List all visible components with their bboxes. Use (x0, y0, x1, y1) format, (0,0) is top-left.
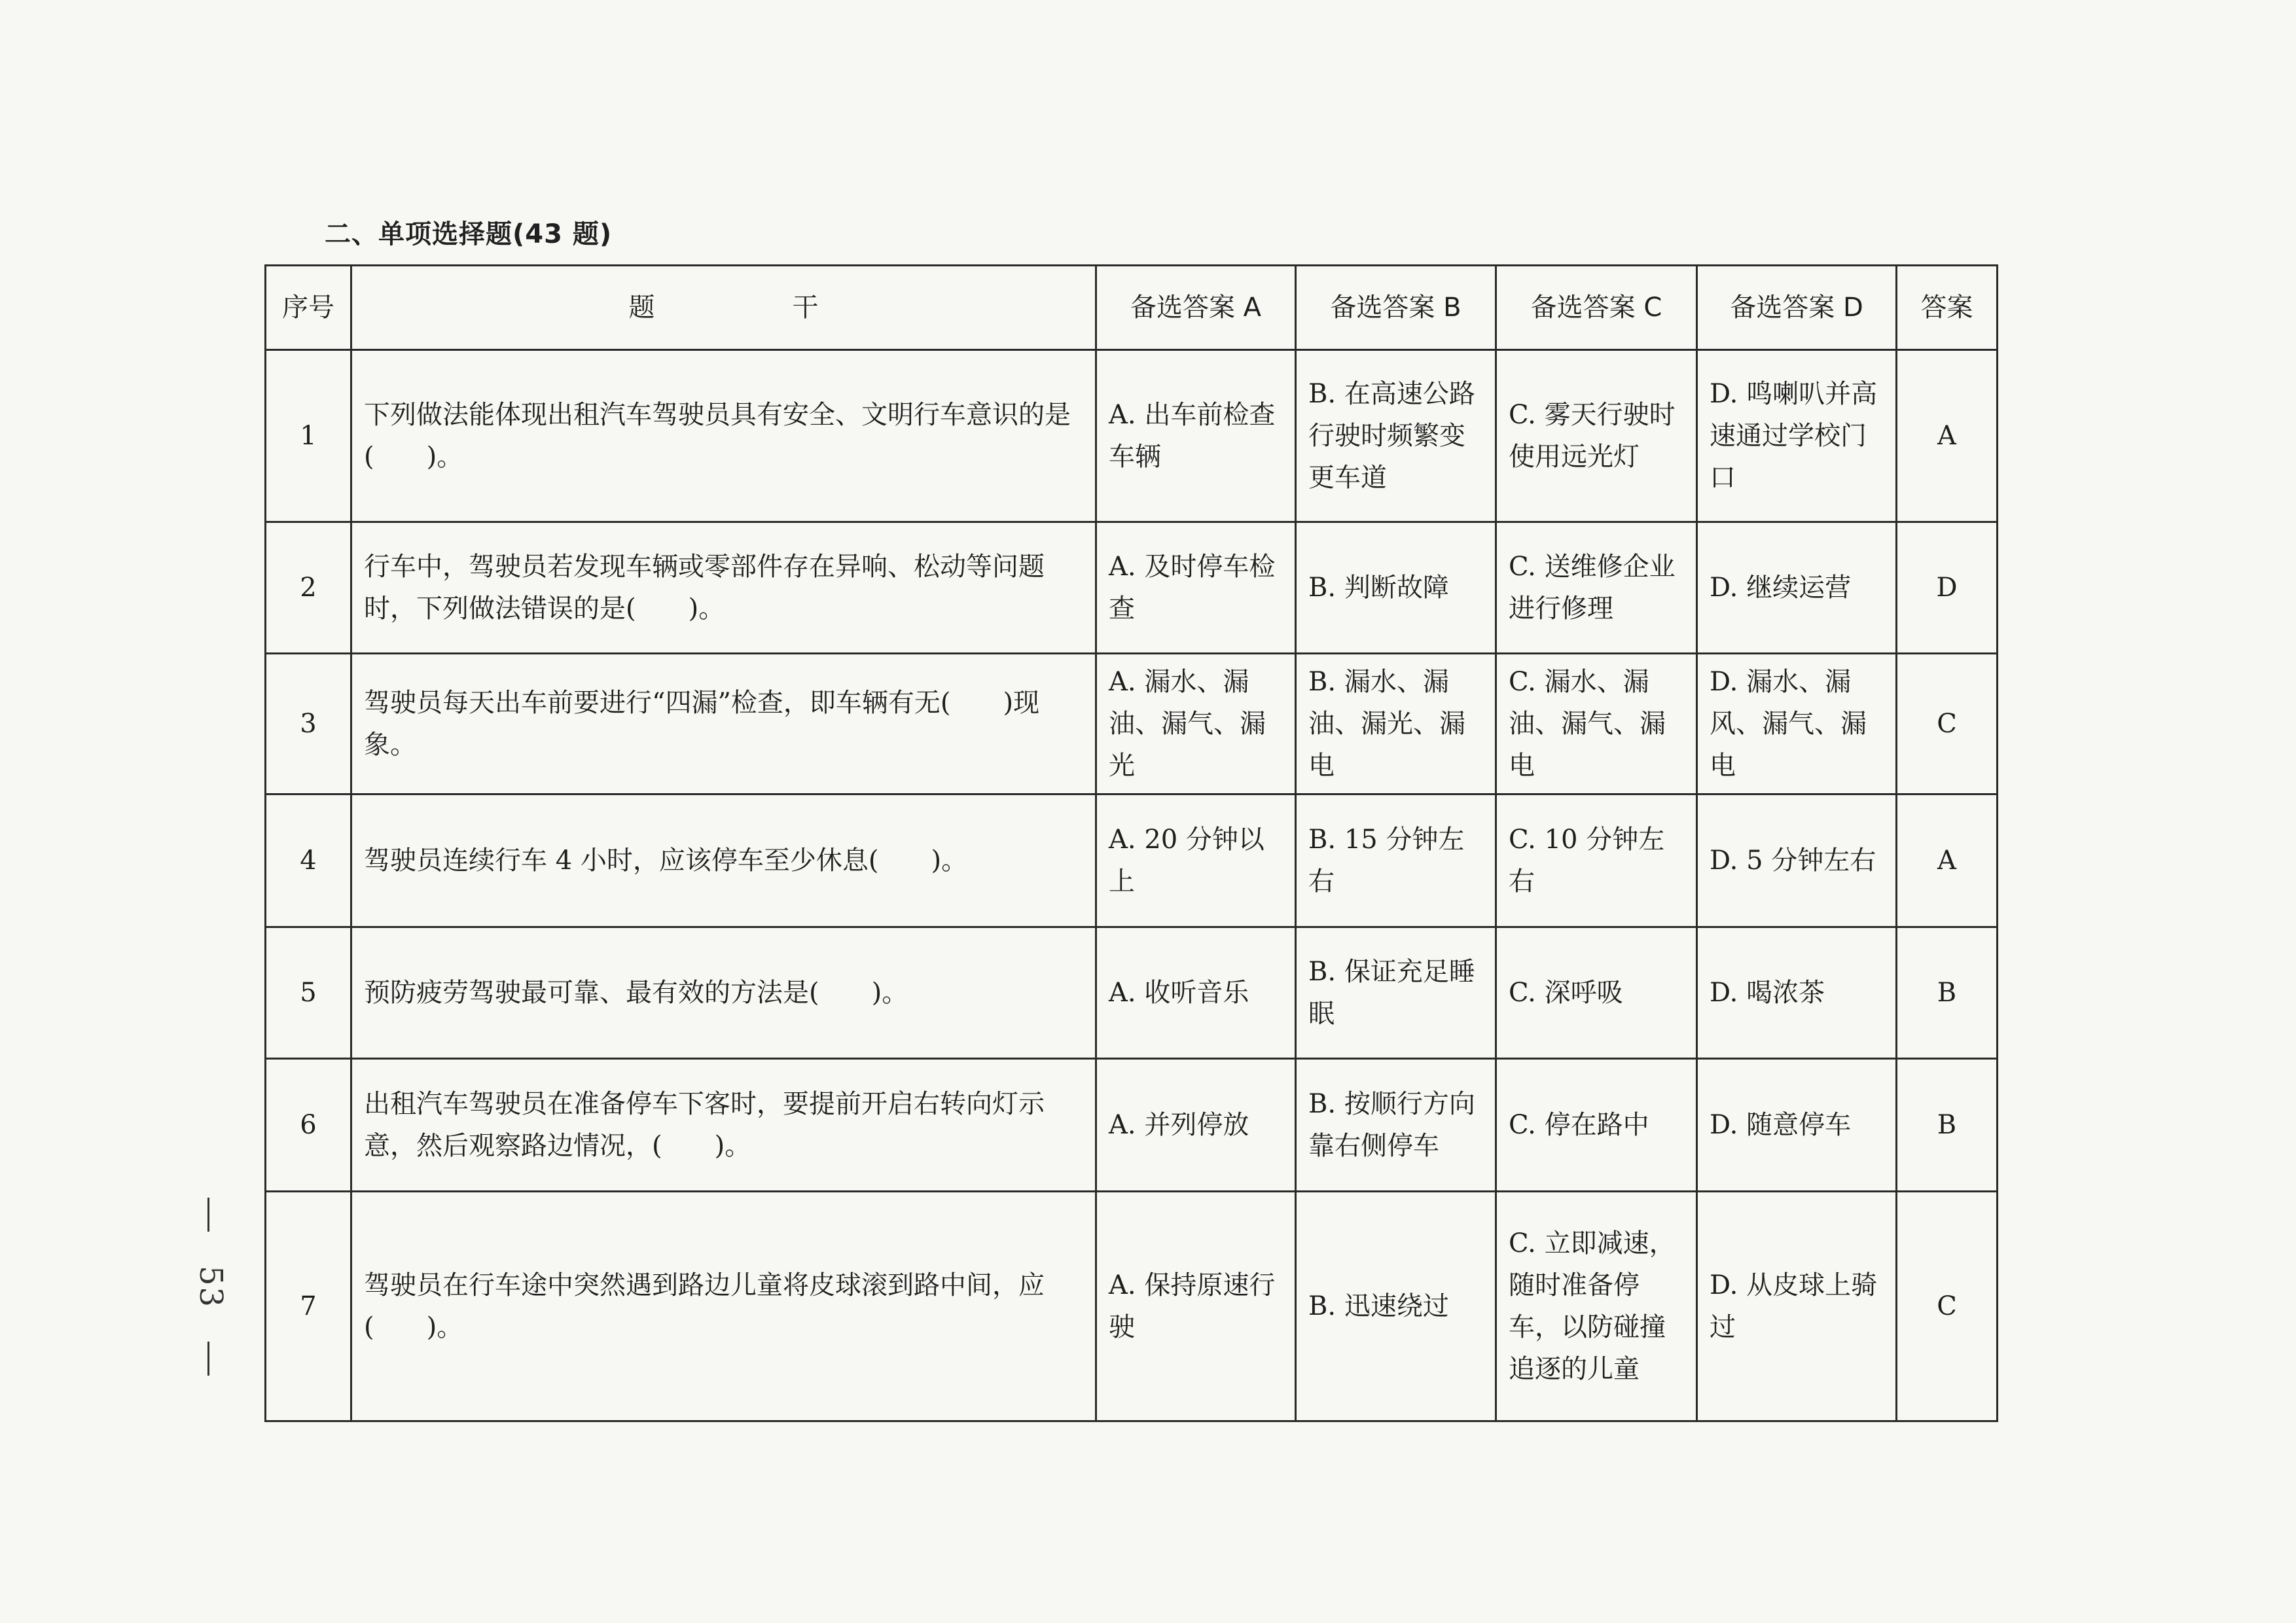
section-title: 二、单项选择题(43 题) (325, 219, 613, 249)
row-option-b: B. 迅速绕过 (1296, 1192, 1496, 1421)
row-option-c: C. 10 分钟左右 (1496, 794, 1697, 927)
row-num: 3 (266, 654, 351, 794)
row-answer: B (1897, 1059, 1998, 1192)
row-option-b: B. 按顺行方向靠右侧停车 (1296, 1059, 1496, 1192)
row-option-b: B. 在高速公路行驶时频繁变更车道 (1296, 350, 1496, 522)
row-answer: D (1897, 522, 1998, 654)
row-option-d: D. 继续运营 (1697, 522, 1897, 654)
row-option-d: D. 鸣喇叭并高速通过学校门口 (1697, 350, 1897, 522)
table-row (266, 794, 1998, 927)
row-num: 7 (266, 1192, 351, 1421)
row-option-a: A. 保持原速行驶 (1096, 1192, 1296, 1421)
row-answer: B (1897, 927, 1998, 1059)
row-num: 6 (266, 1059, 351, 1192)
table-row (266, 350, 1998, 522)
row-answer: A (1897, 794, 1998, 927)
page-number-text: 53 (192, 1266, 229, 1309)
header-option-d: 备选答案 D (1697, 266, 1897, 350)
row-answer: C (1897, 654, 1998, 794)
row-option-b: B. 15 分钟左右 (1296, 794, 1496, 927)
row-option-c: C. 停在路中 (1496, 1059, 1697, 1192)
header-stem (351, 266, 1096, 350)
question-table (264, 264, 1998, 1422)
row-option-d: D. 漏水、漏风、漏气、漏电 (1697, 654, 1897, 794)
row-option-d: D. 随意停车 (1697, 1059, 1897, 1192)
row-option-a: A. 并列停放 (1096, 1059, 1296, 1192)
row-option-a: A. 收听音乐 (1096, 927, 1296, 1059)
table-row (266, 1192, 1998, 1421)
row-option-b: B. 漏水、漏油、漏光、漏电 (1296, 654, 1496, 794)
row-option-b: B. 判断故障 (1296, 522, 1496, 654)
table-row (266, 522, 1998, 654)
row-stem: 预防疲劳驾驶最可靠、最有效的方法是( )。 (351, 927, 1096, 1059)
page-number-dash-bottom (207, 1342, 209, 1376)
header-stem-left: 题 (628, 293, 655, 323)
row-option-a: A. 出车前检查车辆 (1096, 350, 1296, 522)
table-row (266, 654, 1998, 794)
header-num: 序号 (266, 266, 351, 350)
row-num: 2 (266, 522, 351, 654)
row-option-d: D. 喝浓茶 (1697, 927, 1897, 1059)
row-num: 5 (266, 927, 351, 1059)
row-option-c: C. 漏水、漏油、漏气、漏电 (1496, 654, 1697, 794)
row-stem: 驾驶员每天出车前要进行“四漏”检查，即车辆有无( )现象。 (351, 654, 1096, 794)
row-stem: 行车中，驾驶员若发现车辆或零部件存在异响、松动等问题时，下列做法错误的是( )。 (351, 522, 1096, 654)
row-answer: A (1897, 350, 1998, 522)
table-header-row (266, 266, 1998, 350)
row-answer: C (1897, 1192, 1998, 1421)
row-num: 4 (266, 794, 351, 927)
row-option-c: C. 雾天行驶时使用远光灯 (1496, 350, 1697, 522)
header-answer: 答案 (1897, 266, 1998, 350)
row-option-c: C. 深呼吸 (1496, 927, 1697, 1059)
row-stem: 下列做法能体现出租汽车驾驶员具有安全、文明行车意识的是( )。 (351, 350, 1096, 522)
row-stem: 出租汽车驾驶员在准备停车下客时，要提前开启右转向灯示意，然后观察路边情况，( )。 (351, 1059, 1096, 1192)
row-option-d: D. 5 分钟左右 (1697, 794, 1897, 927)
row-option-a: A. 20 分钟以上 (1096, 794, 1296, 927)
row-option-b: B. 保证充足睡眠 (1296, 927, 1496, 1059)
header-option-a: 备选答案 A (1096, 266, 1296, 350)
page-number-dash-top (207, 1198, 209, 1232)
row-option-a: A. 漏水、漏油、漏气、漏光 (1096, 654, 1296, 794)
row-option-c: C. 立即减速，随时准备停车，以防碰撞追逐的儿童 (1496, 1192, 1697, 1421)
row-option-c: C. 送维修企业进行修理 (1496, 522, 1697, 654)
header-option-c: 备选答案 C (1496, 266, 1697, 350)
header-option-b: 备选答案 B (1296, 266, 1496, 350)
row-stem: 驾驶员在行车途中突然遇到路边儿童将皮球滚到路中间，应( )。 (351, 1192, 1096, 1421)
row-option-d: D. 从皮球上骑过 (1697, 1192, 1897, 1421)
table-row (266, 927, 1998, 1059)
page-number (177, 1198, 242, 1381)
header-stem-right: 干 (792, 293, 819, 323)
row-option-a: A. 及时停车检查 (1096, 522, 1296, 654)
row-stem: 驾驶员连续行车 4 小时，应该停车至少休息( )。 (351, 794, 1096, 927)
table-row (266, 1059, 1998, 1192)
row-num: 1 (266, 350, 351, 522)
